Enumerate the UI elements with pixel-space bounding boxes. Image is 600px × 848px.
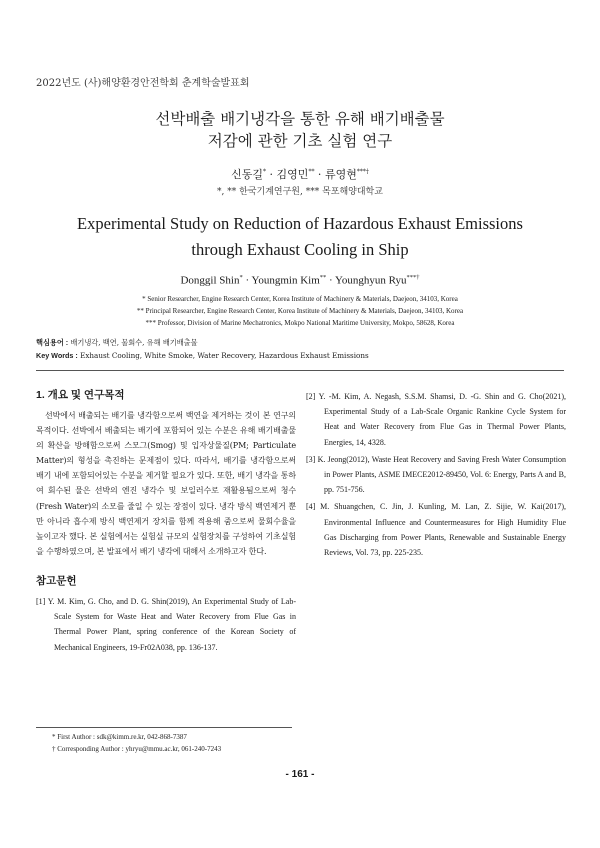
keywords-english-label: Key Words :: [36, 351, 78, 360]
author-kr-3-mark: ***†: [356, 168, 369, 176]
reference-2: [2] Y. -M. Kim, A. Negash, S.S.M. Shamsi, D. -G. Shin and G. Cho(2021), Experimental Study of a Lab-Scale Organic Rankine Cycle System for Heat and Water Recovery from Flue Gas in Thermal Power Plants, Energies, 14, 4328.: [306, 392, 566, 447]
author-kr-sep-1: ·: [266, 168, 277, 181]
footnote-first-author: * First Author : sdk@kimm.re.kr, 042-868-7387: [52, 733, 187, 741]
title-english-line-1: Experimental Study on Reduction of Hazardous Exhaust Emissions: [77, 214, 523, 233]
keywords-korean-label: 핵심용어 :: [36, 338, 69, 347]
author-kr-3: 류영현: [324, 168, 357, 181]
keywords-block: [36, 336, 369, 362]
author-kr-2-mark: **: [308, 168, 315, 176]
affiliation-english: [0, 293, 600, 329]
footnote-divider: [36, 727, 292, 728]
author-en-1-mark: *: [239, 274, 243, 281]
author-kr-2: 김영민: [276, 168, 309, 181]
author-en-sep-1: ·: [242, 274, 252, 287]
keywords-korean-text: 배기냉각, 백연, 물회수, 유해 배기배출물: [70, 338, 198, 347]
section-1-heading: 1. 개요 및 연구목적: [36, 389, 125, 401]
left-column: [36, 387, 296, 657]
title-english: [0, 211, 600, 263]
affiliation-korean: *, ** 한국기계연구원, *** 목포해양대학교: [217, 187, 383, 197]
affiliation-english-2: ** Principal Researcher, Engine Research Center, Korea Institute of Machinery & Materials, Daejeon, 34103, Korea: [136, 307, 464, 315]
reference-3: [3] K. Jeong(2012), Waste Heat Recovery and Saving Fresh Water Consumption in Power Plants, ASME IMECE2012-89450, Vol. 6: Energy, Parts A and B, pp. 751-756.: [306, 454, 566, 495]
section-1-body: 선박에서 배출되는 배기를 냉각함으로써 백연을 제거하는 것이 본 연구의 목적이다. 선박에서 배출되는 배기에 포함되어 있는 수분은 유해 배기배출물의 확산을 방해함으로써 스모그(Smog) 및 입자상물질(PM; Particulate Matter)의 형성을 촉진하는 문제점이 있다. 따라서, 배기를 냉각함으로써 배기 내에 포함되어있는 수분을 제거할 필요가 있다. 또한, 배기 냉각을 통하여 회수된 물은 선박의 엔진 냉각수 및 보일러수로 재활용됨으로써 청수(Fresh Water)의 소모를 줄일 수 있는 장점이 있다. 냉각 방식 백연제거 뿐만 아니라 흡수제 방식 백연제거 장치를 함께 적용해 줌으로써 물회수율을 높이고자 했다. 본 실험에서는 실험실 규모의 실험장치를 구성하여 기초실험을 수행하였으며, 본 발표에서 배기 냉각에 대해서 소개하고자 한다.: [36, 411, 296, 556]
references-heading: 참고문헌: [36, 574, 77, 587]
keywords-english: [36, 349, 369, 362]
author-en-1: Donggil Shin: [180, 274, 240, 287]
author-kr-sep-2: ·: [314, 168, 325, 181]
conference-header: 2022년도 (사)해양환경안전학회 춘계학술발표회: [36, 78, 250, 89]
title-korean: [0, 108, 600, 152]
title-korean-line-2: 저감에 관한 기초 실험 연구: [207, 132, 393, 150]
page-number: - 161 -: [285, 769, 315, 780]
title-english-line-2: through Exhaust Cooling in Ship: [191, 240, 409, 259]
author-en-3: Younghyun Ryu: [335, 274, 407, 287]
authors-english: [0, 274, 600, 287]
right-column: [306, 389, 566, 562]
authors-korean: [0, 166, 600, 182]
keywords-korean: [36, 336, 369, 349]
author-en-3-mark: ***†: [406, 274, 420, 281]
author-kr-1-mark: *: [263, 168, 267, 176]
reference-1: [1] Y. M. Kim, G. Cho, and D. G. Shin(2019), An Experimental Study of Lab-Scale System for Waste Heat and Water Recovery from Flue Gas in Thermal Power Plant, spring conference of the Korean Society of Mechanical Engineers, 19-Fr02A038, pp. 136-137.: [36, 596, 296, 652]
footnote-corresponding-author: † Corresponding Author : yhryu@mmu.ac.kr, 061-240-7243: [52, 745, 222, 753]
affiliation-english-3: *** Professor, Division of Marine Mechatronics, Mokpo National Maritime University, Mokpo, 58628, Korea: [145, 319, 455, 327]
author-en-2: Youngmin Kim: [251, 274, 320, 287]
section-divider: [36, 370, 564, 371]
reference-4: [4] M. Shuangchen, C. Jin, J. Kunling, M. Lan, Z. Sijie, W. Kai(2017), Environmental Influence and Countermeasures for High Humidity Flue Gas Discharging from Power Plants, Renewable and Sustainable Energy Reviews, Vol. 73, pp. 225-235.: [306, 502, 566, 558]
keywords-english-text: Exhaust Cooling, White Smoke, Water Recovery, Hazardous Exhaust Emissions: [80, 351, 369, 360]
affiliation-english-1: * Senior Researcher, Engine Research Center, Korea Institute of Machinery & Materials, Daejeon, 34103, Korea: [142, 295, 458, 303]
title-korean-line-1: 선박배출 배기냉각을 통한 유해 배기배출물: [155, 110, 445, 128]
author-kr-1: 신동길: [231, 168, 264, 181]
author-en-sep-2: ·: [326, 274, 336, 287]
author-en-2-mark: **: [319, 274, 327, 281]
